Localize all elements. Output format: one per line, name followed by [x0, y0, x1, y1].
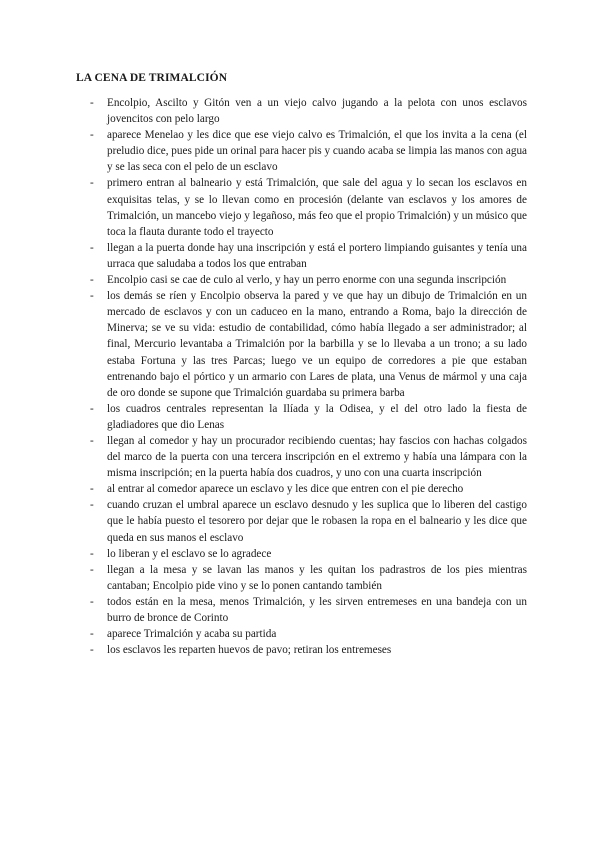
document-title: LA CENA DE TRIMALCIÓN [76, 72, 228, 84]
bullet-dash: - [90, 177, 94, 190]
bullet-dash: - [90, 274, 94, 287]
list-item [90, 562, 527, 594]
list-item-text: Encolpio casi se cae de culo al verlo, y hay un perro enorme con una segunda inscripción [107, 274, 507, 287]
list-item [90, 401, 527, 433]
list-item [90, 497, 527, 545]
bullet-dash: - [90, 241, 94, 254]
bullet-dash: - [90, 97, 94, 109]
list-item [90, 433, 527, 481]
list-item [90, 272, 527, 288]
list-item-text: todos están en la mesa, menos Trimalción, y les sirven entremeses en una bandeja con un burro de bronce de Corinto [107, 595, 527, 624]
list-item-text: llegan a la puerta donde hay una inscripción y está el portero limpiando guisantes y tenía una urraca que saludaba a todos los que entraban [107, 241, 527, 270]
list-item [90, 546, 527, 562]
list-item-text: al entrar al comedor aparece un esclavo y les dice que entren con el pie derecho [107, 483, 464, 496]
bullet-dash: - [90, 628, 94, 641]
list-item [90, 642, 527, 658]
bullet-dash: - [90, 547, 94, 560]
list-item-text: los demás se ríen y Encolpio observa la pared y ve que hay un dibujo de Trimalción en un mercado de esclavos y con un caduceo en la mano, entrando a Roma, bajo la dirección de Minerva; se ve su vida: estudio de contabilidad, cómo había llegado a ser administrador; al final, Mercurio levantaba a Trimalción por la barbilla y se lo llevaba a un trono; a su lado estaba Fortuna y las tres Parcas; luego ve un equipo de corredores a pie que estaban entrenando bajo el pórtico y un armario con Lares de plata, una Venus de mármol y una caja de oro donde se supone que Trimalción guardaba su primera barba [107, 290, 527, 399]
list-item [90, 626, 527, 642]
list-item [90, 240, 527, 272]
list-item-text: lo liberan y el esclavo se lo agradece [107, 547, 272, 560]
list-item-text: primero entran al balneario y está Trimalción, que sale del agua y lo secan los esclavos en exquisitas telas, y se lo llevan como en procesión (delante van esclavos y los amores de Trimalción, un mancebo viejo y legañoso, más feo que el propio Trimalción) y un músico que toca la flauta durante todo el trayecto [107, 177, 527, 238]
list-item [90, 175, 527, 239]
list-item-text: los cuadros centrales representan la Ilíada y la Odisea, y el del otro lado la fiesta de gladiadores que dio Lenas [107, 402, 527, 431]
list-item [90, 127, 527, 175]
list-item [90, 481, 527, 497]
list-item-text: Encolpio, Ascilto y Gitón ven a un viejo calvo jugando a la pelota con unos esclavos jovencitos con pelo largo [107, 97, 527, 126]
bullet-dash: - [90, 563, 94, 576]
list-item-text: cuando cruzan el umbral aparece un esclavo desnudo y les suplica que lo liberen del castigo que le había puesto el tesorero por dejar que le robasen la ropa en el balneario y les dice que queda en sus manos el esclavo [107, 499, 527, 544]
bullet-dash: - [90, 402, 94, 415]
summary-list [90, 95, 527, 658]
bullet-dash: - [90, 595, 94, 608]
bullet-dash: - [90, 129, 94, 142]
list-item-text: los esclavos les reparten huevos de pavo; retiran los entremeses [107, 644, 392, 657]
list-item [90, 288, 527, 401]
bullet-dash: - [90, 290, 94, 303]
bullet-dash: - [90, 483, 94, 496]
list-item [90, 95, 527, 127]
bullet-dash: - [90, 434, 94, 447]
list-item-text: aparece Trimalción y acaba su partida [107, 628, 277, 641]
list-item-text: llegan a la mesa y se lavan las manos y les quitan los padrastros de los pies mientras cantaban; Encolpio pide vino y se lo ponen cantando también [107, 563, 527, 592]
list-item-text: llegan al comedor y hay un procurador recibiendo cuentas; hay fascios con hachas colgados del marco de la puerta con una tercera inscripción en el extremo y había una lámpara con la misma inscripción; en la puerta había dos cuadros, y uno con una cuarta inscripción [107, 434, 527, 480]
bullet-dash: - [90, 644, 94, 657]
list-item-text: aparece Menelao y les dice que ese viejo calvo es Trimalción, el que los invita a la cena (el preludio dice, pues pide un orinal para hacer pis y cuando acaba se limpia las manos con agua y se las seca con el pelo de un esclavo [107, 129, 528, 174]
bullet-dash: - [90, 499, 94, 512]
list-item [90, 594, 527, 626]
